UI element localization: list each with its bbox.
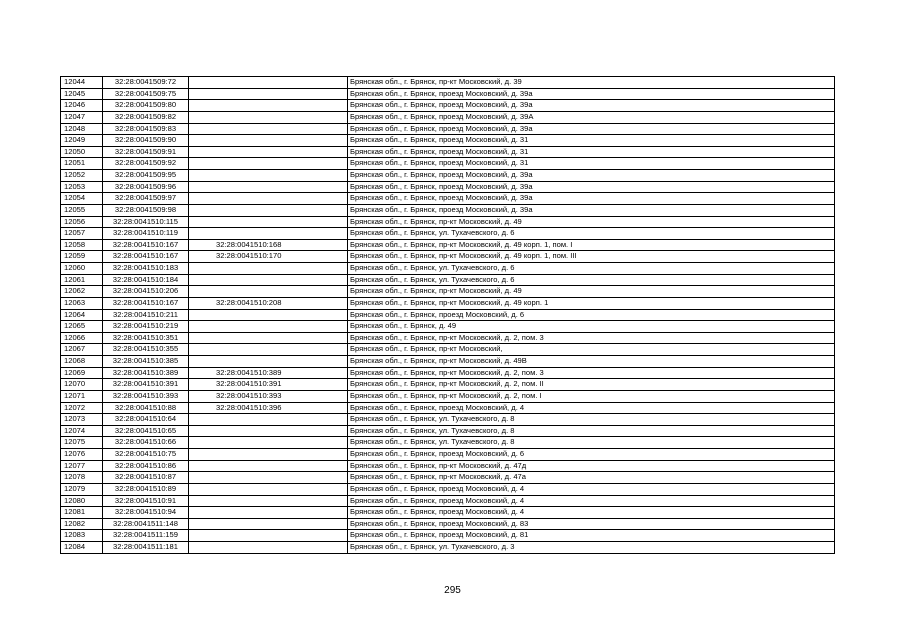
cadastral-number-cell: 32:28:0041510:167 <box>103 239 189 251</box>
table-row <box>61 204 835 216</box>
record-number-cell: 12084 <box>61 542 103 554</box>
linked-cadastral-number-cell <box>189 483 348 495</box>
record-number-cell: 12075 <box>61 437 103 449</box>
record-number-cell: 12072 <box>61 402 103 414</box>
address-cell: Брянская обл., г. Брянск, ул. Тухачевского, д. 8 <box>348 425 835 437</box>
table-row <box>61 367 835 379</box>
address-cell: Брянская обл., г. Брянск, д. 49 <box>348 321 835 333</box>
record-number-cell: 12077 <box>61 460 103 472</box>
record-number-cell: 12071 <box>61 390 103 402</box>
linked-cadastral-number-cell <box>189 309 348 321</box>
linked-cadastral-number-cell <box>189 437 348 449</box>
table-row <box>61 518 835 530</box>
cadastral-number-cell: 32:28:0041510:389 <box>103 367 189 379</box>
record-number-cell: 12078 <box>61 472 103 484</box>
record-number-cell: 12057 <box>61 228 103 240</box>
cadastral-number-cell: 32:28:0041510:183 <box>103 263 189 275</box>
linked-cadastral-number-cell <box>189 332 348 344</box>
linked-cadastral-number-cell <box>189 530 348 542</box>
cadastral-number-cell: 32:28:0041510:167 <box>103 297 189 309</box>
cadastral-number-cell: 32:28:0041510:86 <box>103 460 189 472</box>
record-number-cell: 12054 <box>61 193 103 205</box>
linked-cadastral-number-cell <box>189 204 348 216</box>
cadastral-number-cell: 32:28:0041510:66 <box>103 437 189 449</box>
address-cell: Брянская обл., г. Брянск, пр-кт Московский, д. 47д <box>348 460 835 472</box>
table-row <box>61 158 835 170</box>
address-cell: Брянская обл., г. Брянск, проезд Московский, д. 4 <box>348 507 835 519</box>
address-cell: Брянская обл., г. Брянск, пр-кт Московский, д. 2, пом. I <box>348 390 835 402</box>
cadastral-number-cell: 32:28:0041510:88 <box>103 402 189 414</box>
address-cell: Брянская обл., г. Брянск, пр-кт Московский, д. 2, пом. II <box>348 379 835 391</box>
address-cell: Брянская обл., г. Брянск, проезд Московский, д. 39А <box>348 111 835 123</box>
linked-cadastral-number-cell <box>189 507 348 519</box>
record-number-cell: 12066 <box>61 332 103 344</box>
cadastral-number-cell: 32:28:0041510:211 <box>103 309 189 321</box>
address-cell: Брянская обл., г. Брянск, проезд Московский, д. 39а <box>348 204 835 216</box>
cadastral-number-cell: 32:28:0041511:148 <box>103 518 189 530</box>
linked-cadastral-number-cell <box>189 100 348 112</box>
address-cell: Брянская обл., г. Брянск, проезд Московский, д. 4 <box>348 402 835 414</box>
linked-cadastral-number-cell <box>189 77 348 89</box>
linked-cadastral-number-cell <box>189 542 348 554</box>
table-row <box>61 309 835 321</box>
record-number-cell: 12070 <box>61 379 103 391</box>
linked-cadastral-number-cell <box>189 449 348 461</box>
table-row <box>61 228 835 240</box>
cadastral-number-cell: 32:28:0041509:95 <box>103 170 189 182</box>
cadastral-number-cell: 32:28:0041509:75 <box>103 88 189 100</box>
address-cell: Брянская обл., г. Брянск, пр-кт Московский, <box>348 344 835 356</box>
cadastral-number-cell: 32:28:0041510:351 <box>103 332 189 344</box>
cadastral-number-cell: 32:28:0041510:91 <box>103 495 189 507</box>
table-row <box>61 425 835 437</box>
record-number-cell: 12059 <box>61 251 103 263</box>
address-cell: Брянская обл., г. Брянск, пр-кт Московский, д. 49 корп. 1, пом. I <box>348 239 835 251</box>
address-cell: Брянская обл., г. Брянск, проезд Московский, д. 39а <box>348 170 835 182</box>
record-number-cell: 12065 <box>61 321 103 333</box>
table-row <box>61 193 835 205</box>
linked-cadastral-number-cell <box>189 286 348 298</box>
record-number-cell: 12050 <box>61 146 103 158</box>
record-number-cell: 12063 <box>61 297 103 309</box>
table-row <box>61 472 835 484</box>
table-row <box>61 286 835 298</box>
linked-cadastral-number-cell <box>189 170 348 182</box>
table-row <box>61 297 835 309</box>
linked-cadastral-number-cell <box>189 181 348 193</box>
table-row <box>61 507 835 519</box>
cadastral-number-cell: 32:28:0041510:115 <box>103 216 189 228</box>
cadastral-number-cell: 32:28:0041511:159 <box>103 530 189 542</box>
record-number-cell: 12044 <box>61 77 103 89</box>
record-number-cell: 12058 <box>61 239 103 251</box>
record-number-cell: 12080 <box>61 495 103 507</box>
table-row <box>61 146 835 158</box>
record-number-cell: 12082 <box>61 518 103 530</box>
record-number-cell: 12068 <box>61 356 103 368</box>
linked-cadastral-number-cell <box>189 518 348 530</box>
record-number-cell: 12060 <box>61 263 103 275</box>
cadastral-number-cell: 32:28:0041510:65 <box>103 425 189 437</box>
linked-cadastral-number-cell <box>189 414 348 426</box>
cadastral-number-cell: 32:28:0041509:97 <box>103 193 189 205</box>
linked-cadastral-number-cell <box>189 193 348 205</box>
address-cell: Брянская обл., г. Брянск, ул. Тухачевского, д. 6 <box>348 228 835 240</box>
table-row <box>61 135 835 147</box>
cadastral-number-cell: 32:28:0041509:80 <box>103 100 189 112</box>
table-row <box>61 100 835 112</box>
table-row <box>61 170 835 182</box>
table-row <box>61 332 835 344</box>
linked-cadastral-number-cell: 32:28:0041510:389 <box>189 367 348 379</box>
address-cell: Брянская обл., г. Брянск, проезд Московский, д. 81 <box>348 530 835 542</box>
linked-cadastral-number-cell <box>189 321 348 333</box>
address-cell: Брянская обл., г. Брянск, проезд Московский, д. 83 <box>348 518 835 530</box>
table-row <box>61 321 835 333</box>
record-number-cell: 12046 <box>61 100 103 112</box>
cadastral-number-cell: 32:28:0041510:219 <box>103 321 189 333</box>
cadastral-number-cell: 32:28:0041510:94 <box>103 507 189 519</box>
record-number-cell: 12074 <box>61 425 103 437</box>
address-cell: Брянская обл., г. Брянск, проезд Московский, д. 31 <box>348 146 835 158</box>
cadastral-number-cell: 32:28:0041510:119 <box>103 228 189 240</box>
table-row <box>61 495 835 507</box>
table-row <box>61 111 835 123</box>
address-cell: Брянская обл., г. Брянск, пр-кт Московский, д. 49 корп. 1 <box>348 297 835 309</box>
table-row <box>61 390 835 402</box>
cadastral-number-cell: 32:28:0041510:75 <box>103 449 189 461</box>
table-row <box>61 77 835 89</box>
address-cell: Брянская обл., г. Брянск, проезд Московский, д. 31 <box>348 158 835 170</box>
cadastral-number-cell: 32:28:0041510:167 <box>103 251 189 263</box>
address-cell: Брянская обл., г. Брянск, пр-кт Московский, д. 2, пом. 3 <box>348 367 835 379</box>
cadastral-number-cell: 32:28:0041510:64 <box>103 414 189 426</box>
address-cell: Брянская обл., г. Брянск, проезд Московский, д. 39а <box>348 100 835 112</box>
record-number-cell: 12079 <box>61 483 103 495</box>
table-row <box>61 274 835 286</box>
record-number-cell: 12053 <box>61 181 103 193</box>
address-cell: Брянская обл., г. Брянск, пр-кт Московский, д. 49 <box>348 286 835 298</box>
address-cell: Брянская обл., г. Брянск, проезд Московский, д. 4 <box>348 495 835 507</box>
linked-cadastral-number-cell <box>189 88 348 100</box>
cadastral-number-cell: 32:28:0041509:91 <box>103 146 189 158</box>
records-table-body <box>61 77 835 554</box>
record-number-cell: 12056 <box>61 216 103 228</box>
cadastral-number-cell: 32:28:0041510:87 <box>103 472 189 484</box>
address-cell: Брянская обл., г. Брянск, ул. Тухачевского, д. 6 <box>348 263 835 275</box>
linked-cadastral-number-cell <box>189 263 348 275</box>
cadastral-number-cell: 32:28:0041509:72 <box>103 77 189 89</box>
address-cell: Брянская обл., г. Брянск, пр-кт Московский, д. 49 корп. 1, пом. III <box>348 251 835 263</box>
linked-cadastral-number-cell <box>189 111 348 123</box>
table-row <box>61 239 835 251</box>
table-row <box>61 542 835 554</box>
record-number-cell: 12055 <box>61 204 103 216</box>
table-row <box>61 88 835 100</box>
record-number-cell: 12067 <box>61 344 103 356</box>
address-cell: Брянская обл., г. Брянск, проезд Московский, д. 31 <box>348 135 835 147</box>
linked-cadastral-number-cell: 32:28:0041510:391 <box>189 379 348 391</box>
linked-cadastral-number-cell <box>189 460 348 472</box>
address-cell: Брянская обл., г. Брянск, проезд Московский, д. 4 <box>348 483 835 495</box>
cadastral-number-cell: 32:28:0041510:184 <box>103 274 189 286</box>
cadastral-number-cell: 32:28:0041510:385 <box>103 356 189 368</box>
cadastral-number-cell: 32:28:0041510:393 <box>103 390 189 402</box>
linked-cadastral-number-cell <box>189 356 348 368</box>
cadastral-number-cell: 32:28:0041509:96 <box>103 181 189 193</box>
linked-cadastral-number-cell <box>189 146 348 158</box>
cadastral-number-cell: 32:28:0041510:391 <box>103 379 189 391</box>
address-cell: Брянская обл., г. Брянск, пр-кт Московский, д. 2, пом. 3 <box>348 332 835 344</box>
table-row <box>61 356 835 368</box>
linked-cadastral-number-cell <box>189 216 348 228</box>
cadastral-number-cell: 32:28:0041509:92 <box>103 158 189 170</box>
linked-cadastral-number-cell <box>189 274 348 286</box>
address-cell: Брянская обл., г. Брянск, проезд Московский, д. 39а <box>348 88 835 100</box>
cadastral-number-cell: 32:28:0041509:83 <box>103 123 189 135</box>
record-number-cell: 12064 <box>61 309 103 321</box>
address-cell: Брянская обл., г. Брянск, ул. Тухачевского, д. 6 <box>348 274 835 286</box>
cadastral-number-cell: 32:28:0041509:82 <box>103 111 189 123</box>
record-number-cell: 12073 <box>61 414 103 426</box>
address-cell: Брянская обл., г. Брянск, ул. Тухачевского, д. 8 <box>348 414 835 426</box>
cadastral-number-cell: 32:28:0041510:355 <box>103 344 189 356</box>
linked-cadastral-number-cell <box>189 472 348 484</box>
table-row <box>61 251 835 263</box>
linked-cadastral-number-cell: 32:28:0041510:170 <box>189 251 348 263</box>
table-row <box>61 216 835 228</box>
table-row <box>61 402 835 414</box>
address-cell: Брянская обл., г. Брянск, проезд Московский, д. 39а <box>348 181 835 193</box>
table-row <box>61 123 835 135</box>
record-number-cell: 12081 <box>61 507 103 519</box>
record-number-cell: 12061 <box>61 274 103 286</box>
cadastral-number-cell: 32:28:0041510:89 <box>103 483 189 495</box>
record-number-cell: 12048 <box>61 123 103 135</box>
record-number-cell: 12083 <box>61 530 103 542</box>
cadastral-number-cell: 32:28:0041511:181 <box>103 542 189 554</box>
record-number-cell: 12062 <box>61 286 103 298</box>
linked-cadastral-number-cell <box>189 123 348 135</box>
linked-cadastral-number-cell: 32:28:0041510:168 <box>189 239 348 251</box>
table-row <box>61 449 835 461</box>
address-cell: Брянская обл., г. Брянск, пр-кт Московский, д. 39 <box>348 77 835 89</box>
address-cell: Брянская обл., г. Брянск, ул. Тухачевского, д. 3 <box>348 542 835 554</box>
address-cell: Брянская обл., г. Брянск, проезд Московский, д. 6 <box>348 309 835 321</box>
address-cell: Брянская обл., г. Брянск, проезд Московский, д. 39а <box>348 193 835 205</box>
record-number-cell: 12051 <box>61 158 103 170</box>
table-row <box>61 379 835 391</box>
table-row <box>61 437 835 449</box>
table-row <box>61 483 835 495</box>
record-number-cell: 12045 <box>61 88 103 100</box>
linked-cadastral-number-cell: 32:28:0041510:396 <box>189 402 348 414</box>
linked-cadastral-number-cell <box>189 425 348 437</box>
record-number-cell: 12052 <box>61 170 103 182</box>
address-cell: Брянская обл., г. Брянск, проезд Московский, д. 39а <box>348 123 835 135</box>
record-number-cell: 12069 <box>61 367 103 379</box>
linked-cadastral-number-cell <box>189 228 348 240</box>
record-number-cell: 12076 <box>61 449 103 461</box>
address-cell: Брянская обл., г. Брянск, пр-кт Московский, д. 49В <box>348 356 835 368</box>
table-row <box>61 181 835 193</box>
address-cell: Брянская обл., г. Брянск, проезд Московский, д. 6 <box>348 449 835 461</box>
records-table <box>60 76 835 554</box>
linked-cadastral-number-cell <box>189 495 348 507</box>
cadastral-number-cell: 32:28:0041509:98 <box>103 204 189 216</box>
linked-cadastral-number-cell <box>189 344 348 356</box>
table-row <box>61 344 835 356</box>
cadastral-number-cell: 32:28:0041510:206 <box>103 286 189 298</box>
page-number: 295 <box>444 585 461 596</box>
linked-cadastral-number-cell: 32:28:0041510:393 <box>189 390 348 402</box>
table-row <box>61 414 835 426</box>
table-row <box>61 530 835 542</box>
record-number-cell: 12047 <box>61 111 103 123</box>
address-cell: Брянская обл., г. Брянск, ул. Тухачевского, д. 8 <box>348 437 835 449</box>
linked-cadastral-number-cell <box>189 158 348 170</box>
cadastral-number-cell: 32:28:0041509:90 <box>103 135 189 147</box>
table-row <box>61 263 835 275</box>
record-number-cell: 12049 <box>61 135 103 147</box>
linked-cadastral-number-cell <box>189 135 348 147</box>
table-row <box>61 460 835 472</box>
address-cell: Брянская обл., г. Брянск, пр-кт Московский, д. 49 <box>348 216 835 228</box>
address-cell: Брянская обл., г. Брянск, пр-кт Московский, д. 47а <box>348 472 835 484</box>
linked-cadastral-number-cell: 32:28:0041510:208 <box>189 297 348 309</box>
